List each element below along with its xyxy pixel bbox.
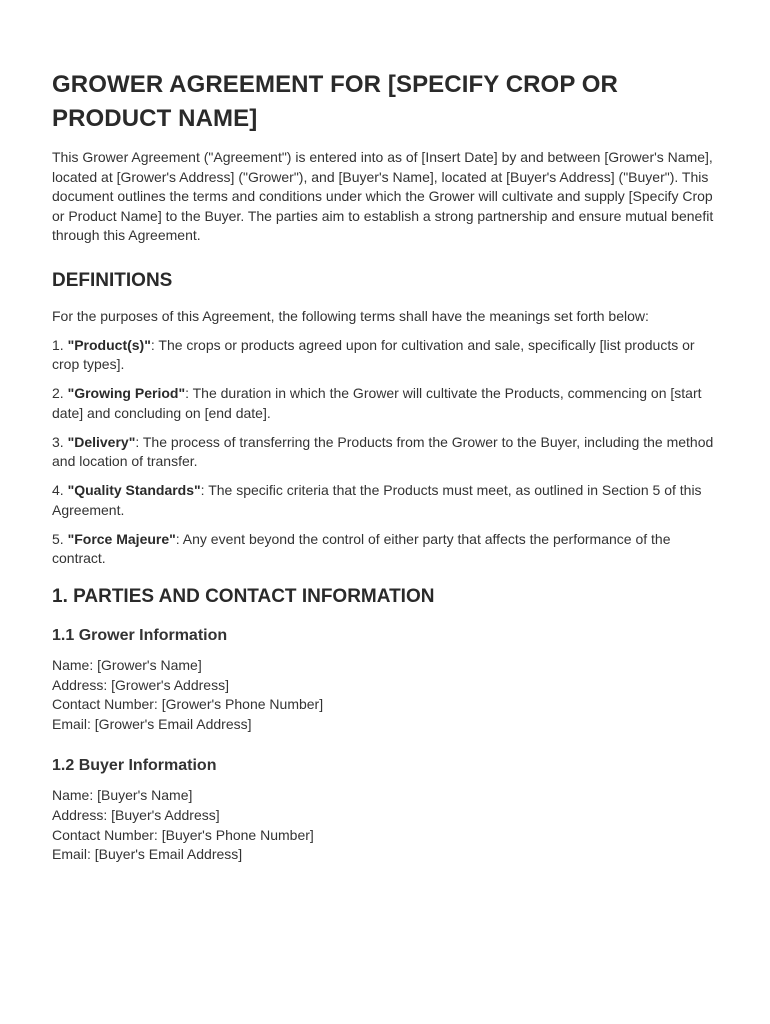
definition-item xyxy=(52,336,718,375)
definition-term: "Delivery" xyxy=(67,433,136,450)
buyer-contact-block xyxy=(52,786,718,864)
grower-info-heading: 1.1 Grower Information xyxy=(52,627,228,645)
definition-text: : The specific criteria that the Products must meet, as outlined in Section 5 of this Agreement. xyxy=(52,482,702,518)
definitions-lead: For the purposes of this Agreement, the following terms shall have the meanings set forth below: xyxy=(52,307,649,324)
definition-number: 2. xyxy=(52,385,64,402)
definitions-heading: DEFINITIONS xyxy=(52,269,173,291)
definition-item xyxy=(52,433,718,472)
buyer-phone-line: Contact Number: [Buyer's Phone Number] xyxy=(52,826,314,843)
definition-item xyxy=(52,384,718,423)
definition-text: : The crops or products agreed upon for cultivation and sale, specifically [list products or crop types]. xyxy=(52,336,695,373)
buyer-name-line: Name: [Buyer's Name] xyxy=(52,787,193,804)
buyer-address-line: Address: [Buyer's Address] xyxy=(52,807,220,824)
parties-heading: 1. PARTIES AND CONTACT INFORMATION xyxy=(52,586,435,608)
definition-term: "Product(s)" xyxy=(67,336,151,353)
document-title: GROWER AGREEMENT FOR [SPECIFY CROP OR PRODUCT NAME] xyxy=(52,71,618,132)
definition-item xyxy=(52,481,718,520)
definition-text: : The duration in which the Grower will cultivate the Products, commencing on [start date] and concluding on [end date]. xyxy=(52,385,702,421)
buyer-email-line: Email: [Buyer's Email Address] xyxy=(52,846,243,863)
definition-number: 5. xyxy=(52,530,64,547)
grower-contact-block xyxy=(52,656,718,734)
definition-text: : The process of transferring the Products from the Grower to the Buyer, including the method and location of transfer. xyxy=(52,433,714,470)
grower-email-line: Email: [Grower's Email Address] xyxy=(52,715,252,732)
grower-phone-line: Contact Number: [Grower's Phone Number] xyxy=(52,696,324,713)
grower-address-line: Address: [Grower's Address] xyxy=(52,676,229,693)
definition-number: 4. xyxy=(52,482,64,499)
definition-number: 1. xyxy=(52,336,64,353)
definition-number: 3. xyxy=(52,433,64,450)
grower-name-line: Name: [Grower's Name] xyxy=(52,657,202,674)
intro-paragraph: This Grower Agreement ("Agreement") is entered into as of [Insert Date] by and between [Grower's Name], located at [Grower's Address] ("Grower"), and [Buyer's Name], located at [Buyer's Address] ("Buyer"). This document outlines the terms and conditions under which the Grower will cultivate and supply [Specify Crop or Product Name] to the Buyer. The parties aim to establish a strong partnership and ensure mutual benefit through this Agreement. xyxy=(52,149,714,244)
definition-term: "Force Majeure" xyxy=(67,530,176,547)
buyer-info-heading: 1.2 Buyer Information xyxy=(52,757,217,775)
definition-term: "Growing Period" xyxy=(67,385,186,402)
definition-item xyxy=(52,530,718,569)
definition-text: : Any event beyond the control of either party that affects the performance of the contract. xyxy=(52,530,671,567)
definition-term: "Quality Standards" xyxy=(67,482,201,499)
